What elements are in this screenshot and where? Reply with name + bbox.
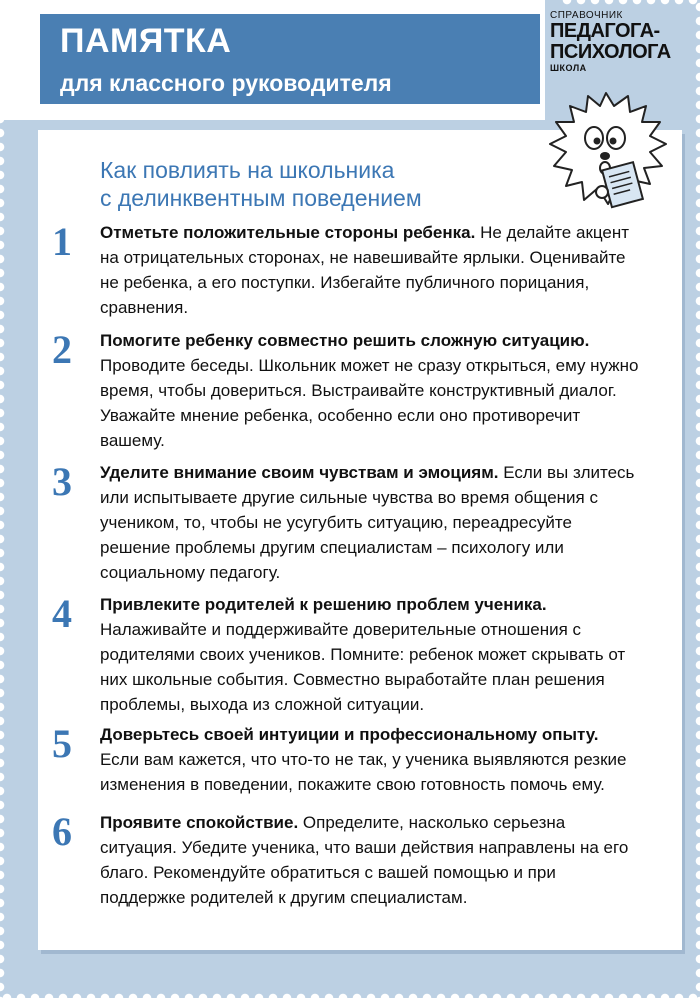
- tip-body: Налаживайте и поддерживайте доверительные отношения с родителями своих учеников. Помните: ребенок может скрывать от них школьные события. Совместно выработайте план решения проблемы, выхода из сложной ситуации.: [100, 620, 626, 714]
- tip-text: [100, 722, 640, 797]
- tip-number: 1: [52, 219, 72, 264]
- tip-number: 5: [52, 721, 72, 766]
- tip-number: 4: [52, 591, 72, 636]
- card-title-line2: с делинквентным поведением: [100, 185, 422, 211]
- tip-text: [100, 592, 640, 717]
- card-title-line1: Как повлиять на школьника: [100, 157, 395, 183]
- brand-line2: ПСИХОЛОГА: [550, 41, 671, 63]
- tip-heading: Уделите внимание своим чувствам и эмоциям.: [100, 463, 499, 482]
- tip-heading: Доверьтесь своей интуиции и профессиональному опыту.: [100, 725, 599, 744]
- content-card: [38, 130, 682, 950]
- brand-bottom: ШКОЛА: [550, 63, 587, 73]
- card-title: [100, 156, 422, 212]
- hedgehog-icon: [536, 88, 676, 218]
- tip-body: Если вам кажется, что что-то не так, у ученика выявляются резкие изменения в поведении, покажите свою готовность помочь ему.: [100, 750, 627, 794]
- tip-text: [100, 460, 640, 585]
- brand-logo: [550, 10, 690, 73]
- perforation-left: [0, 0, 10, 998]
- tip-body: Если вы злитесь или испытываете другие сильные чувства во время общения с учеником, то, чтобы не усугубить ситуацию, переадресуйте решение проблемы другим специалистам – психологу или социальному педагогу.: [100, 463, 635, 582]
- brand-line1: ПЕДАГОГА-: [550, 20, 660, 42]
- brand-top: СПРАВОЧНИК: [550, 10, 623, 21]
- page-subtitle: для классного руководителя: [60, 70, 392, 96]
- tip-heading: Привлеките родителей к решению проблем ученика.: [100, 595, 547, 614]
- tip-text: [100, 220, 640, 320]
- tip-body: Проводите беседы. Школьник может не сразу открыться, ему нужно время, чтобы довериться. Выстраивайте конструктивный диалог. Уважайте мнение ребенка, особенно если оно противоречит вашему.: [100, 356, 639, 450]
- perforation-right: [690, 0, 700, 998]
- tip-body: Определите, насколько серьезна ситуация. Убедите ученика, что ваши действия направлены на его благо. Рекомендуйте обратиться с вашей помощью и при поддержке родителей к другим специалистам.: [100, 813, 629, 907]
- page-title: ПАМЯТКА: [60, 22, 232, 60]
- header-banner: [40, 14, 540, 104]
- tip-number: 2: [52, 327, 72, 372]
- tip-body: Не делайте акцент на отрицательных сторонах, не навешивайте ярлыки. Оценивайте не ребенка, а его поступки. Избегайте публичного порицания, сравнения.: [100, 223, 630, 317]
- tip-number: 3: [52, 459, 72, 504]
- perforation-top: [560, 0, 700, 10]
- tip-text: [100, 328, 640, 453]
- tip-heading: Отметьте положительные стороны ребенка.: [100, 223, 476, 242]
- tip-number: 6: [52, 809, 72, 854]
- tip-text: [100, 810, 640, 910]
- tip-heading: Проявите спокойствие.: [100, 813, 299, 832]
- tip-heading: Помогите ребенку совместно решить сложную ситуацию.: [100, 331, 590, 350]
- perforation-bottom: [0, 988, 700, 998]
